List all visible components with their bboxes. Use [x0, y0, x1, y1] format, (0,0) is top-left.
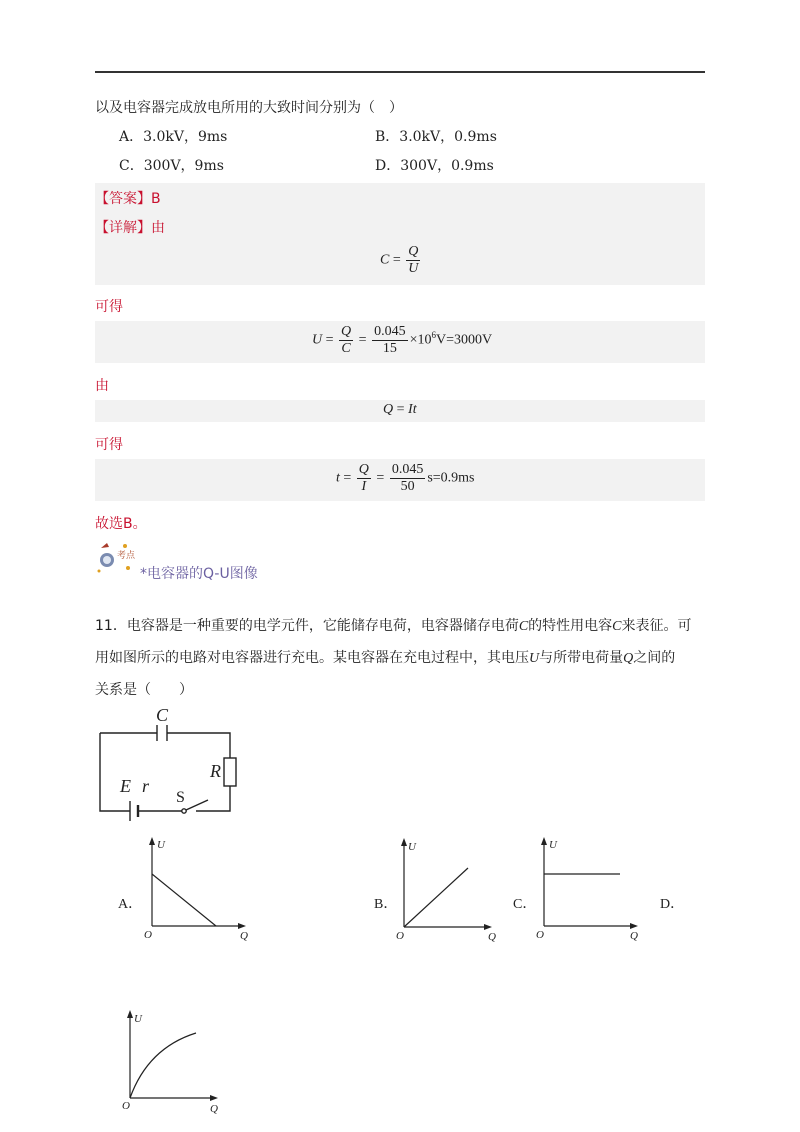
svg-text:U: U: [549, 839, 557, 851]
graph-c: [532, 836, 647, 942]
svg-text:U: U: [408, 841, 416, 853]
question-11-line2: 用如图所示的电路对电容器进行充电。某电容器在充电过程中，其电压U与所带电荷量Q之间的: [95, 650, 676, 666]
svg-text:Q: Q: [488, 931, 496, 943]
detail-line: 【详解】由: [95, 220, 165, 236]
circuit-label-c: C: [156, 705, 169, 725]
graph-b-line: [404, 868, 468, 927]
svg-text:Q: Q: [210, 1103, 218, 1115]
circuit-label-small-r: r: [142, 776, 150, 796]
option-a: A．3.0kV，9ms: [119, 129, 228, 145]
graph-d-curve: [130, 1033, 196, 1098]
svg-text:O: O: [536, 929, 544, 941]
svg-text:考点: 考点: [117, 550, 135, 560]
equation-u-value: U = $\frac{Q}{C}$ = $\frac{0.045}{15}$ $\times 10^6V=3000V$: [312, 324, 493, 356]
svg-text:Q: Q: [240, 930, 248, 942]
graph-a: [140, 836, 255, 942]
svg-text:U: U: [134, 1013, 142, 1025]
circuit-label-s: S: [176, 789, 185, 806]
kede-2: 可得: [95, 437, 123, 453]
header-rule: [95, 71, 705, 73]
equation-q-it: Q = It: [383, 402, 417, 417]
svg-text:Q: Q: [630, 930, 638, 942]
graph-a-letter: A．: [118, 897, 143, 912]
graph-b: [392, 837, 502, 943]
graph-d-letter: D．: [660, 897, 685, 912]
answer-line: 【答案】B: [95, 191, 161, 207]
svg-text:O: O: [396, 930, 404, 942]
kaodian-icon: [95, 538, 135, 578]
question-11-line3: 关系是（ ）: [95, 682, 193, 698]
conclusion: 故选B。: [95, 516, 147, 532]
svg-text:U: U: [157, 839, 165, 851]
kaodian-label: *电容器的Q-U图像: [140, 566, 258, 582]
svg-text:O: O: [122, 1100, 130, 1112]
you-line: 由: [95, 378, 109, 394]
graph-c-letter: C．: [513, 897, 537, 912]
graph-a-line: [152, 874, 216, 926]
equation-c-q-u: C = $\frac{Q}{U}$: [380, 244, 419, 276]
resistor: [224, 758, 236, 786]
switch-blade: [186, 800, 208, 810]
option-d: D．300V，0.9ms: [375, 158, 494, 174]
circuit-label-r: R: [210, 761, 221, 781]
graph-b-letter: B．: [374, 897, 398, 912]
equation-t-value: t = $\frac{Q}{I}$ = $\frac{0.045}{50}$ s=0.9ms: [336, 462, 475, 494]
kede-1: 可得: [95, 299, 123, 315]
graph-d: [118, 1008, 233, 1118]
svg-text:O: O: [144, 929, 152, 941]
switch-pivot: [182, 809, 186, 813]
circuit-label-e: E: [120, 776, 131, 796]
option-b: B．3.0kV，0.9ms: [375, 129, 497, 145]
question-11-line1: 11．电容器是一种重要的电学元件，它能储存电荷，电容器储存电荷C的特性用电容C来表征。可: [95, 618, 692, 634]
prev-question-stem: 以及电容器完成放电所用的大致时间分别为（ ）: [95, 100, 403, 116]
circuit-diagram: [90, 703, 250, 823]
option-c: C．300V，9ms: [119, 158, 224, 174]
